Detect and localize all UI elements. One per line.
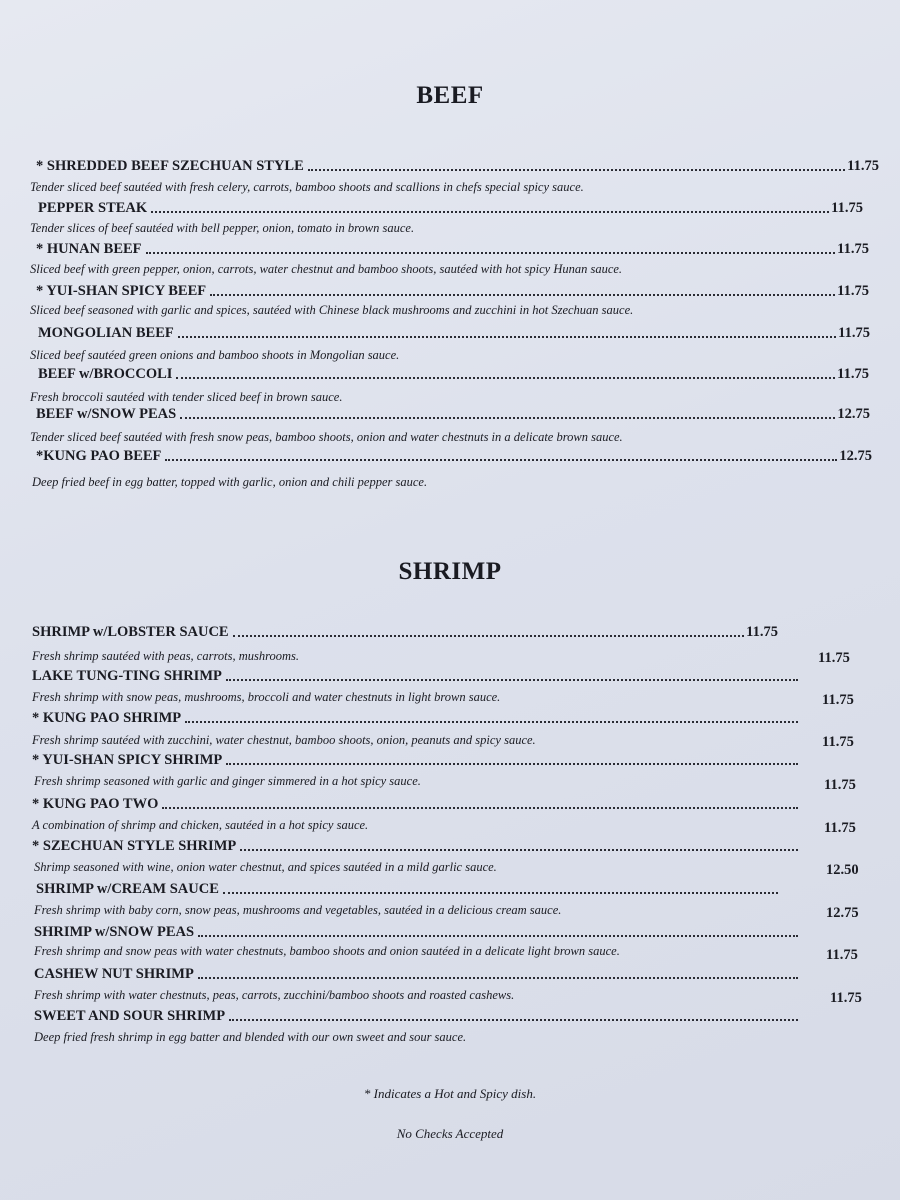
item-description: Fresh shrimp sautéed with peas, carrots, mushrooms. <box>32 649 300 663</box>
dot-leader <box>229 1019 798 1021</box>
item-price: 11.75 <box>822 734 854 750</box>
item-price: 11.75 <box>746 624 778 640</box>
item-name: SHRIMP w/SNOW PEAS <box>34 924 195 940</box>
item-name: *KUNG PAO BEEF <box>36 448 162 464</box>
menu-item <box>38 200 863 217</box>
dot-leader <box>146 252 836 254</box>
item-name: LAKE TUNG-TING SHRIMP <box>32 668 222 684</box>
menu-item <box>34 924 800 941</box>
item-name: CASHEW NUT SHRIMP <box>34 966 194 982</box>
item-description: Fresh shrimp with snow peas, mushrooms, broccoli and water chestnuts in light brown sauce. <box>32 690 501 704</box>
item-price: 12.75 <box>839 448 872 464</box>
item-description: Deep fried beef in egg batter, topped with garlic, onion and chili pepper sauce. <box>32 475 428 489</box>
item-description: Fresh shrimp and snow peas with water chestnuts, bamboo shoots and onion sautéed in a delicate light brown sauce. <box>34 944 620 958</box>
item-description: Sliced beef seasoned with garlic and spices, sautéed with Chinese black mushrooms and zucchini in hot Szechuan sauce. <box>30 303 634 317</box>
menu-item <box>36 158 879 175</box>
menu-item <box>36 241 869 258</box>
menu-item <box>36 406 870 423</box>
item-description: Fresh shrimp with baby corn, snow peas, mushrooms and vegetables, sautéed in a delicious cream sauce. <box>34 903 562 917</box>
item-description: Tender sliced beef sautéed with fresh snow peas, bamboo shoots, onion and water chestnuts in a delicate brown sauce. <box>30 430 623 444</box>
item-price: 11.75 <box>826 947 858 963</box>
item-price: 11.75 <box>830 990 862 1006</box>
no-checks-note: No Checks Accepted <box>396 1126 504 1141</box>
item-description: Fresh shrimp with water chestnuts, peas, carrots, zucchini/bamboo shoots and roasted cashews. <box>34 988 515 1002</box>
dot-leader <box>185 721 798 723</box>
item-description: Tender slices of beef sautéed with bell pepper, onion, tomato in brown sauce. <box>30 221 415 235</box>
menu-item <box>34 966 800 983</box>
item-description: Sliced beef sautéed green onions and bamboo shoots in Mongolian sauce. <box>30 348 400 362</box>
item-price: 11.75 <box>837 241 869 257</box>
menu-item <box>32 624 778 641</box>
item-name: * SHREDDED BEEF SZECHUAN STYLE <box>36 158 304 174</box>
item-description: Fresh shrimp seasoned with garlic and ginger simmered in a hot spicy sauce. <box>34 774 421 788</box>
item-price: 12.75 <box>837 406 870 422</box>
dot-leader <box>165 459 837 461</box>
menu-item <box>34 1008 800 1025</box>
item-name: * KUNG PAO TWO <box>32 796 159 812</box>
item-name: SHRIMP w/LOBSTER SAUCE <box>32 624 229 640</box>
dot-leader <box>176 377 835 379</box>
menu-item <box>36 448 872 465</box>
dot-leader <box>308 169 845 171</box>
item-description: Sliced beef with green pepper, onion, carrots, water chestnut and bamboo shoots, sautéed with hot spicy Hunan sauce. <box>30 262 623 276</box>
item-name: MONGOLIAN BEEF <box>38 325 174 341</box>
item-price: 11.75 <box>831 200 863 216</box>
menu-item <box>32 796 800 813</box>
spicy-legend-note: * Indicates a Hot and Spicy dish. <box>363 1086 537 1101</box>
item-price: 11.75 <box>818 650 850 666</box>
dot-leader <box>226 763 798 765</box>
menu-item <box>36 881 780 898</box>
item-name: SWEET AND SOUR SHRIMP <box>34 1008 226 1024</box>
dot-leader <box>240 849 798 851</box>
item-price: 11.75 <box>837 283 869 299</box>
menu-item <box>36 283 869 300</box>
item-description: Fresh broccoli sautéed with tender sliced beef in brown sauce. <box>30 390 343 404</box>
item-name: PEPPER STEAK <box>38 200 148 216</box>
item-name: BEEF w/BROCCOLI <box>38 366 173 382</box>
item-description: A combination of shrimp and chicken, sautéed in a hot spicy sauce. <box>32 818 369 832</box>
item-price: 11.75 <box>837 366 869 382</box>
item-name: * SZECHUAN STYLE SHRIMP <box>32 838 237 854</box>
dot-leader <box>198 977 798 979</box>
item-description: Fresh shrimp sautéed with zucchini, water chestnut, bamboo shoots, onion, peanuts and spicy sauce. <box>32 733 536 747</box>
item-price: 11.75 <box>838 325 870 341</box>
beef-section-title: BEEF <box>416 82 484 109</box>
dot-leader <box>162 807 798 809</box>
dot-leader <box>210 294 835 296</box>
item-name: SHRIMP w/CREAM SAUCE <box>36 881 219 897</box>
item-name: * HUNAN BEEF <box>36 241 142 257</box>
menu-item <box>32 838 800 855</box>
dot-leader <box>198 935 798 937</box>
item-price: 11.75 <box>822 692 854 708</box>
item-price: 11.75 <box>824 777 856 793</box>
item-name: * YUI-SHAN SPICY BEEF <box>36 283 207 299</box>
dot-leader <box>233 635 745 637</box>
menu-item <box>38 325 870 342</box>
menu-item <box>32 710 800 727</box>
shrimp-section-title: SHRIMP <box>398 558 502 585</box>
item-price: 11.75 <box>847 158 879 174</box>
item-description: Deep fried fresh shrimp in egg batter and blended with our own sweet and sour sauce. <box>34 1030 467 1044</box>
item-description: Tender sliced beef sautéed with fresh celery, carrots, bamboo shoots and scallions in chefs special spicy sauce. <box>30 180 584 194</box>
dot-leader <box>223 892 778 894</box>
dot-leader <box>226 679 798 681</box>
dot-leader <box>151 211 829 213</box>
dot-leader <box>178 336 836 338</box>
menu-item <box>32 668 800 685</box>
dot-leader <box>180 417 835 419</box>
item-description: Shrimp seasoned with wine, onion water chestnut, and spices sautéed in a mild garlic sauce. <box>34 860 497 874</box>
item-price: 12.75 <box>826 905 859 921</box>
menu-item <box>32 752 800 769</box>
item-price: 11.75 <box>824 820 856 836</box>
item-name: * KUNG PAO SHRIMP <box>32 710 182 726</box>
item-name: BEEF w/SNOW PEAS <box>36 406 177 422</box>
item-price: 12.50 <box>826 862 859 878</box>
menu-item <box>38 366 869 383</box>
item-name: * YUI-SHAN SPICY SHRIMP <box>32 752 223 768</box>
